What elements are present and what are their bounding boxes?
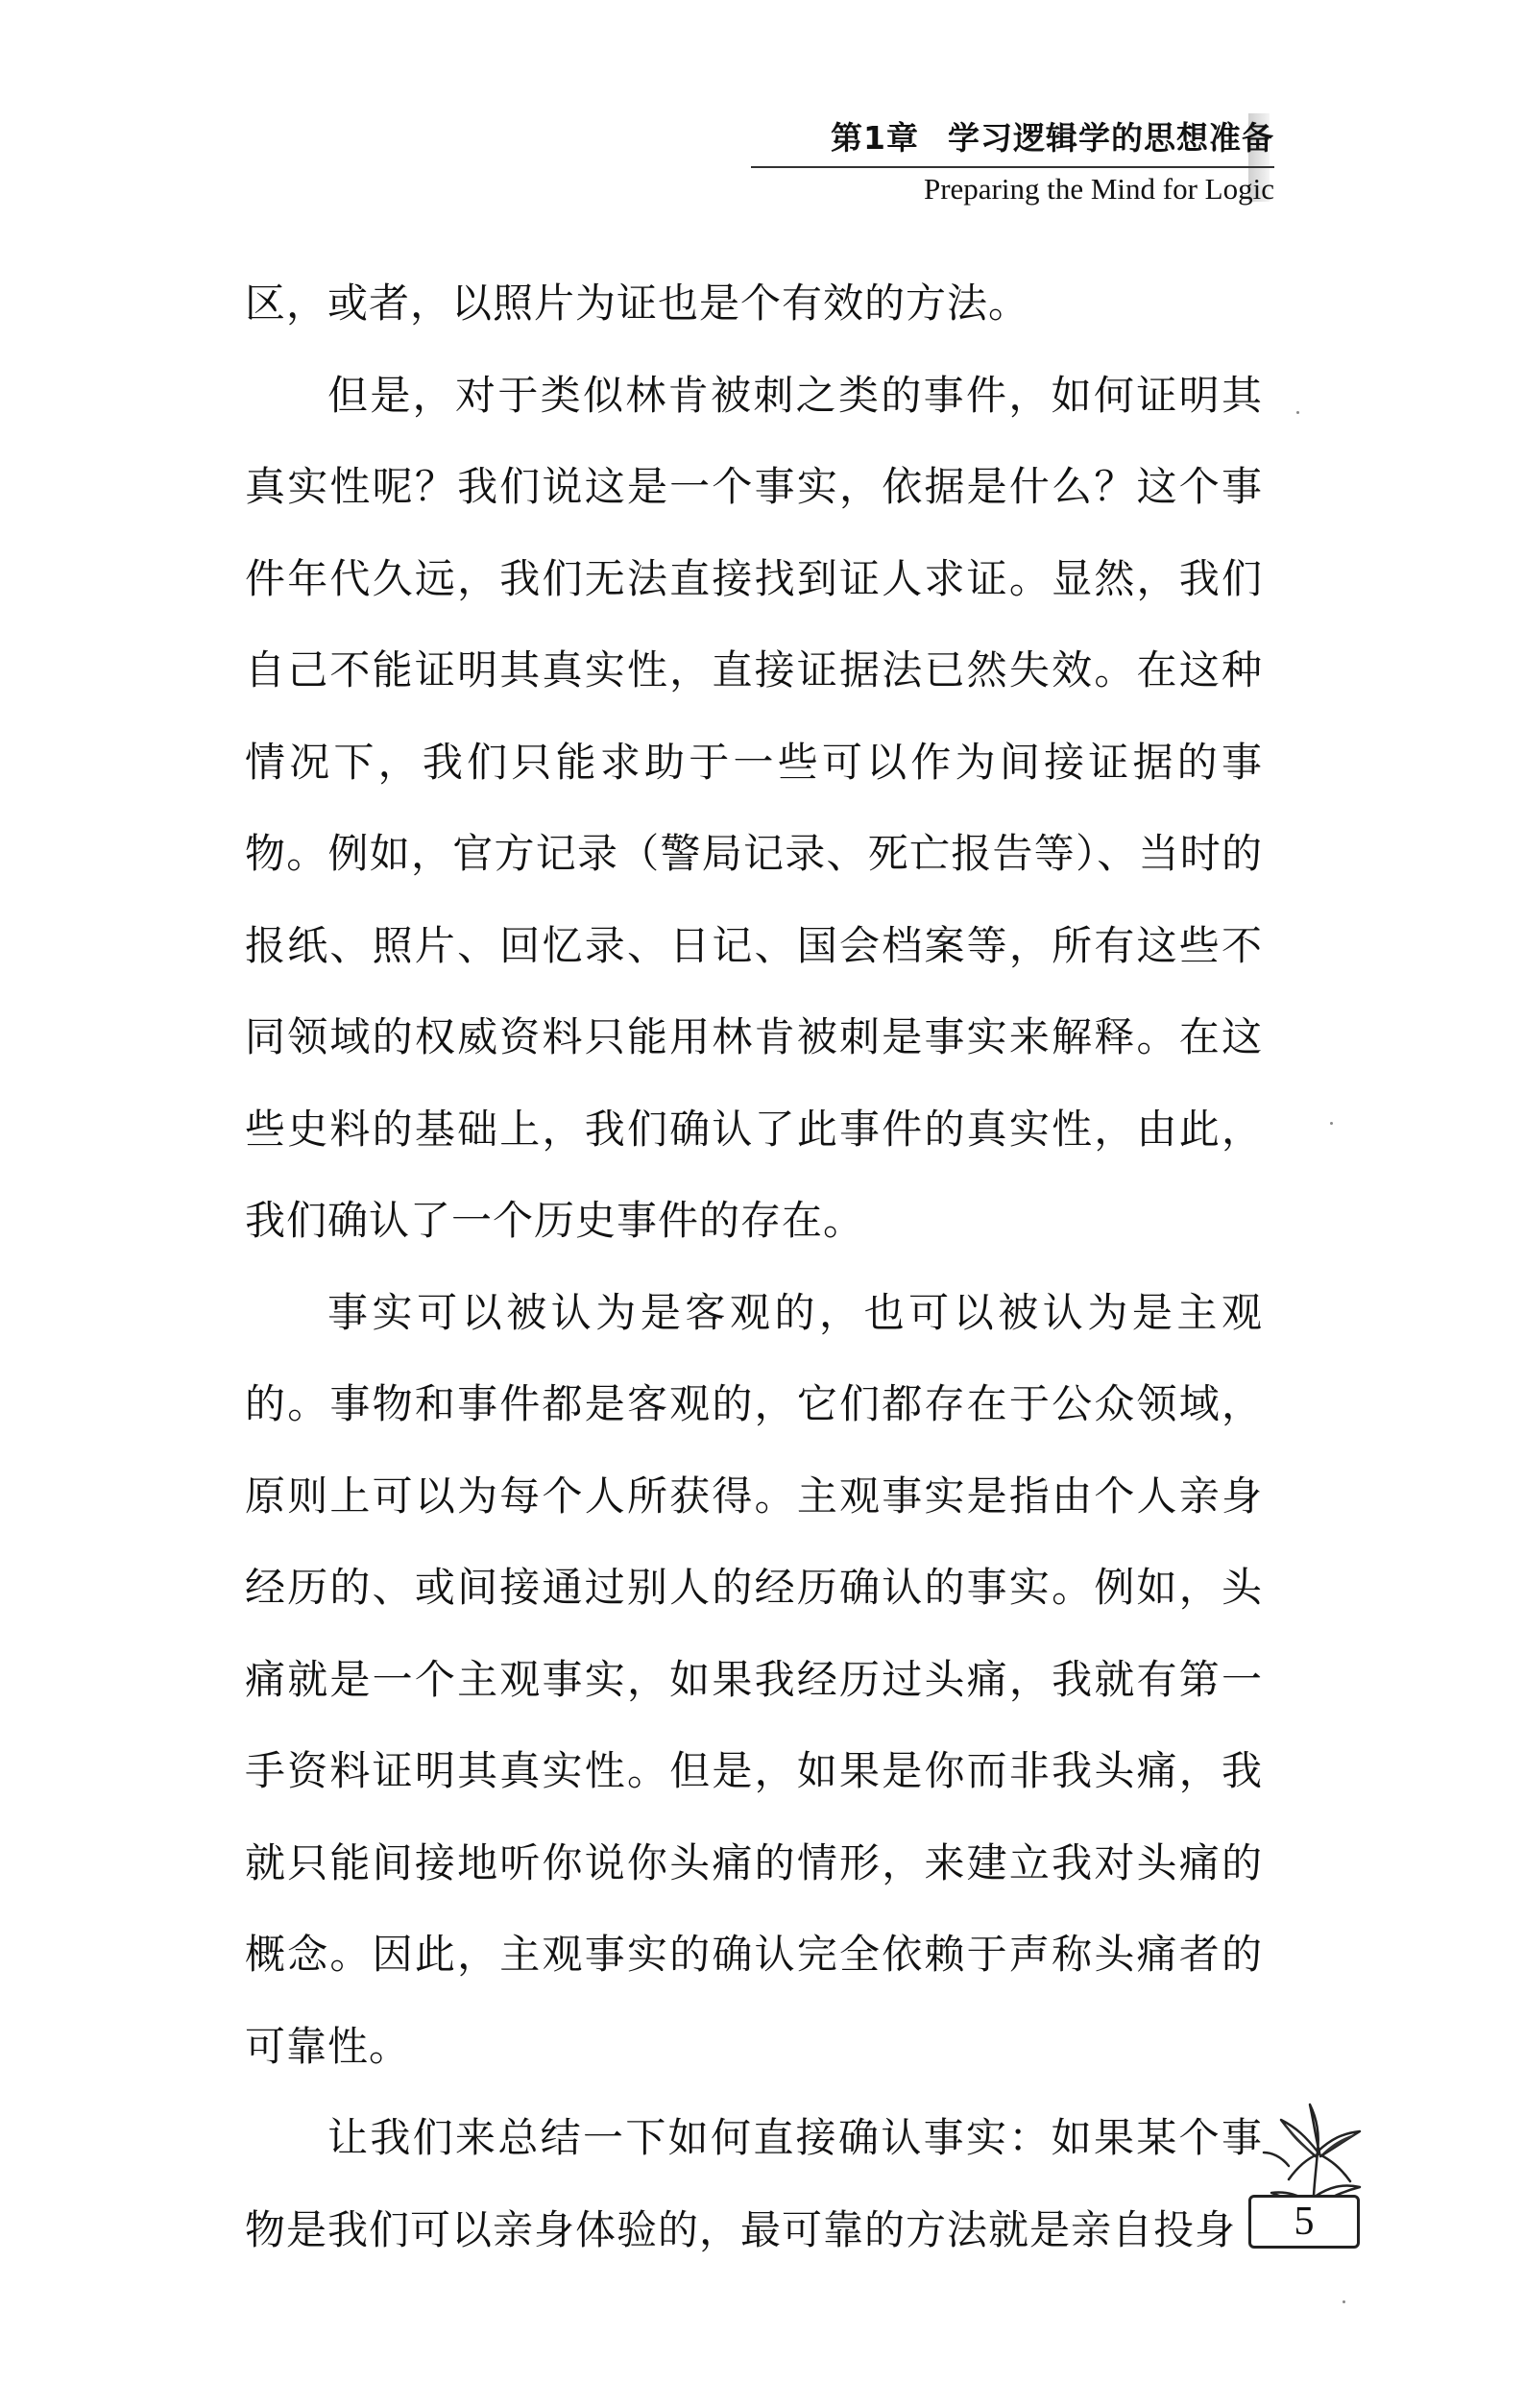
scan-speck <box>1343 2300 1345 2303</box>
paragraph-lincoln-assassination: 但是，对于类似林肯被刺之类的事件，如何证明其真实性呢？我们说这是一个事实，依据是什么？这个事件年代久远，我们无法直接找到证人求证。显然，我们自己不能证明其真实性，直接证据法已然失效。在这种情况下，我们只能求助于一些可以作为间接证据的事物。例如，官方记录（警局记录、死亡报告等）、当时的报纸、照片、回忆录、日记、国会档案等，所有这些不同领域的权威资料只能用林肯被刺是事实来解释。在这些史料的基础上，我们确认了此事件的真实性，由此，我们确认了一个历史事件的存在。 <box>245 371 1263 1244</box>
running-header <box>751 113 1274 207</box>
scan-speck <box>1330 1122 1333 1125</box>
chapter-title: 学习逻辑学的思想准备 <box>948 119 1274 157</box>
paragraph-summary: 让我们来总结一下如何直接确认事实：如果某个事物是我们可以亲身体验的，最可靠的方法就是亲自投身 <box>245 2114 1263 2253</box>
body-text <box>245 257 1263 2275</box>
chapter-heading <box>751 113 1274 158</box>
scan-speck <box>1296 411 1299 414</box>
header-divider <box>751 166 1274 168</box>
paragraph-objective-subjective-facts: 事实可以被认为是客观的，也可以被认为是主观的。事物和事件都是客观的，它们都存在于公众领域，原则上可以为每个人所获得。主观事实是指由个人亲身经历的、或间接通过别人的经历确认的事实。例如，头痛就是一个主观事实，如果我经历过头痛，我就有第一手资料证明其真实性。但是，如果是你而非我头痛，我就只能间接地听你说你头痛的情形，来建立我对头痛的概念。因此，主观事实的确认完全依赖于声称头痛者的可靠性。 <box>245 1288 1263 2070</box>
paragraph-continuation: 区，或者，以照片为证也是个有效的方法。 <box>245 280 1030 327</box>
page-number: 5 <box>1248 2195 1360 2249</box>
chapter-label: 第1章 <box>831 119 919 157</box>
chapter-subtitle: Preparing the Mind for Logic <box>923 172 1274 206</box>
